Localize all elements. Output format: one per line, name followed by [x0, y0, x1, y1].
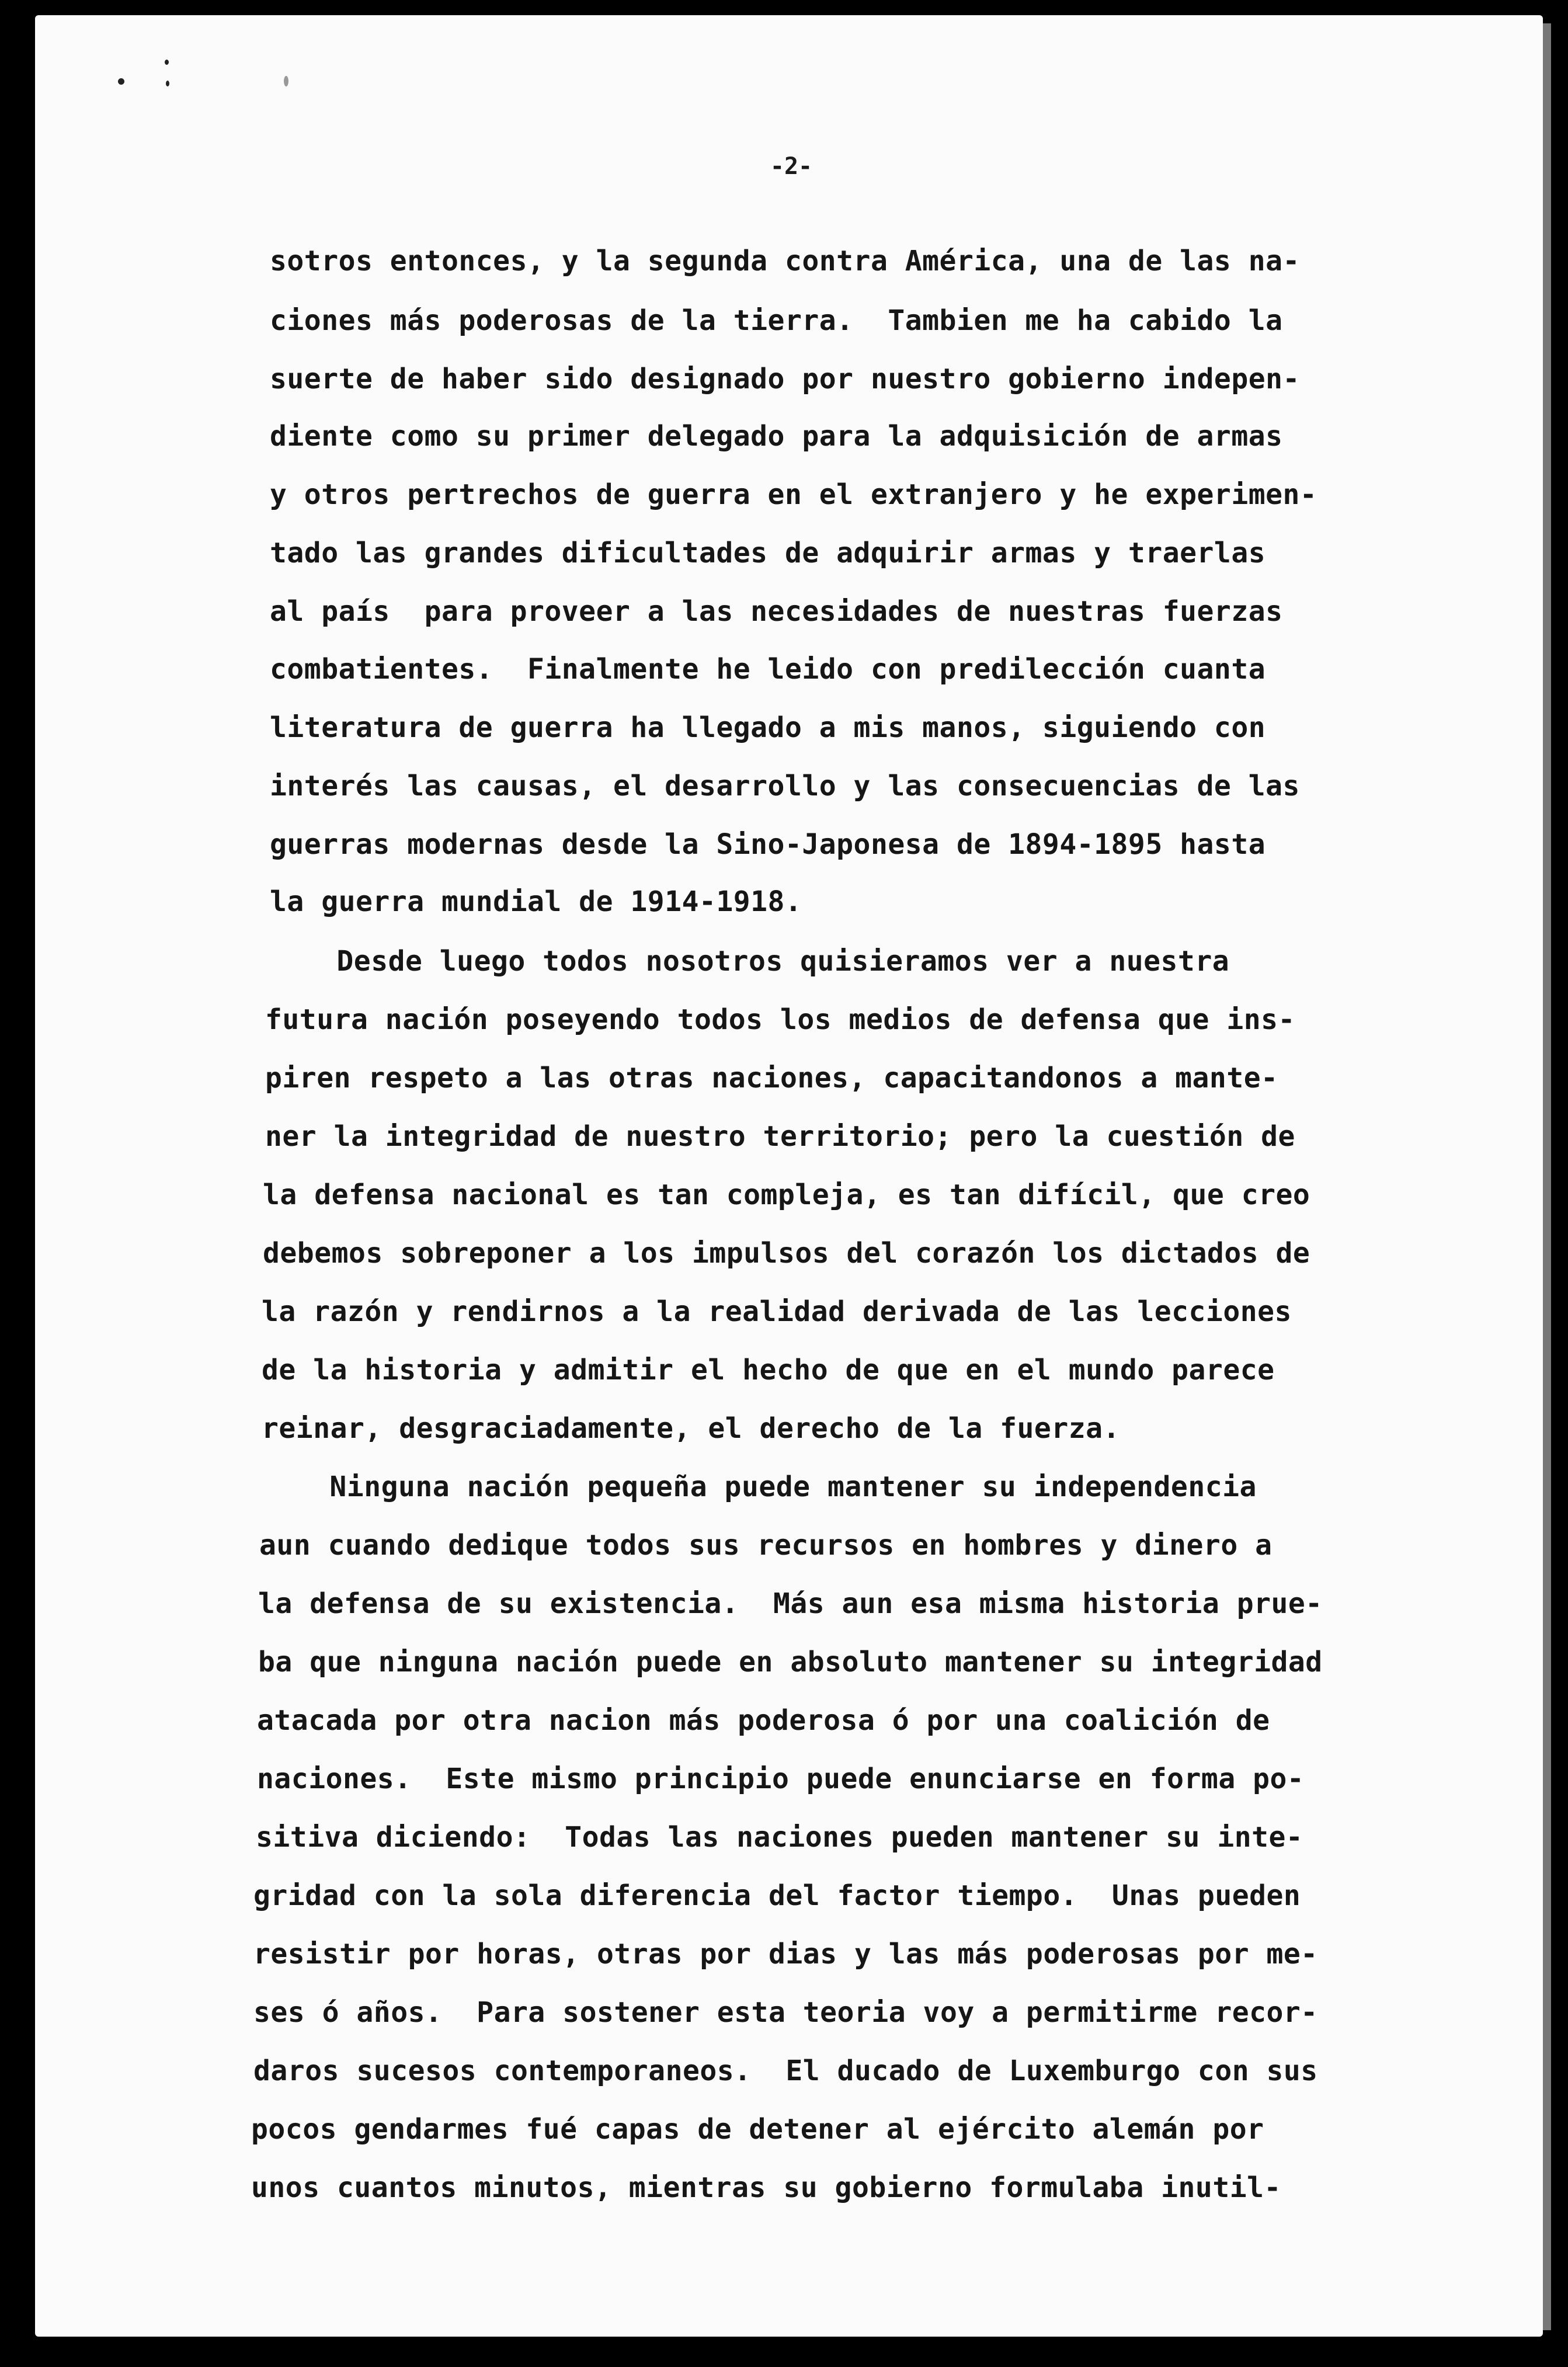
- text-line: la guerra mundial de 1914-1918.: [270, 885, 802, 918]
- text-line: gridad con la sola diferencia del factor tiempo. Unas pueden: [253, 1879, 1301, 1912]
- text-line: interés las causas, el desarrollo y las consecuencias de las: [270, 770, 1300, 802]
- page-edge-shadow: [1543, 23, 1551, 2330]
- text-line: guerras modernas desde la Sino-Japonesa de 1894-1895 hasta: [270, 828, 1266, 861]
- text-line: daros sucesos contemporaneos. El ducado de Luxemburgo con sus: [253, 2055, 1318, 2087]
- text-line: reinar, desgraciadamente, el derecho de la fuerza.: [262, 1412, 1120, 1445]
- text-line: de la historia y admitir el hecho de que en el mundo parece: [262, 1354, 1275, 1386]
- text-line: ciones más poderosas de la tierra. Tambien me ha cabido la: [270, 304, 1283, 337]
- scan-speck: [166, 81, 169, 86]
- scan-speck: [118, 78, 124, 85]
- text-line: aun cuando dedique todos sus recursos en hombres y dinero a: [259, 1529, 1273, 1562]
- text-line: suerte de haber sido designado por nuestro gobierno indepen-: [270, 363, 1300, 395]
- text-line: sitiva diciendo: Todas las naciones pueden mantener su inte-: [256, 1821, 1303, 1854]
- text-line: debemos sobreponer a los impulsos del corazón los dictados de: [263, 1237, 1310, 1270]
- text-line: resistir por horas, otras por dias y las más poderosas por me-: [253, 1938, 1318, 1970]
- text-line: ses ó años. Para sostener esta teoria voy a permitirme recor-: [253, 1996, 1318, 2029]
- page-number: -2-: [770, 153, 813, 180]
- text-line: combatientes. Finalmente he leido con predilección cuanta: [270, 653, 1266, 686]
- scan-speck: [165, 60, 169, 65]
- text-line: Desde luego todos nosotros quisieramos ver a nuestra: [234, 945, 1230, 978]
- text-line: literatura de guerra ha llegado a mis manos, siguiendo con: [270, 711, 1266, 744]
- text-line: la defensa de su existencia. Más aun esa misma historia prue-: [258, 1587, 1323, 1620]
- text-line: tado las grandes dificultades de adquirir armas y traerlas: [270, 537, 1266, 569]
- scan-speck: [284, 76, 288, 86]
- text-line: y otros pertrechos de guerra en el extranjero y he experimen-: [270, 478, 1317, 511]
- text-line: naciones. Este mismo principio puede enunciarse en forma po-: [257, 1763, 1305, 1795]
- text-line: la defensa nacional es tan compleja, es tan difícil, que creo: [263, 1179, 1310, 1211]
- text-line: sotros entonces, y la segunda contra América, una de las na-: [270, 245, 1300, 277]
- text-line: al país para proveer a las necesidades de nuestras fuerzas: [270, 595, 1283, 628]
- text-line: unos cuantos minutos, mientras su gobierno formulaba inutil-: [251, 2171, 1281, 2204]
- text-line: la razón y rendirnos a la realidad derivada de las lecciones: [262, 1295, 1292, 1328]
- text-line: diente como su primer delegado para la adquisición de armas: [270, 420, 1283, 453]
- text-line: atacada por otra nacion más poderosa ó por una coalición de: [257, 1704, 1270, 1737]
- text-line: ba que ninguna nación puede en absoluto mantener su integridad: [258, 1646, 1323, 1678]
- text-line: Ninguna nación pequeña puede mantener su independencia: [227, 1471, 1257, 1503]
- text-line: ner la integridad de nuestro territorio; pero la cuestión de: [265, 1120, 1295, 1153]
- text-line: futura nación poseyendo todos los medios de defensa que ins-: [265, 1003, 1295, 1036]
- text-line: piren respeto a las otras naciones, capacitandonos a mante-: [265, 1062, 1278, 1094]
- text-line: pocos gendarmes fué capas de detener al ejército alemán por: [251, 2113, 1264, 2146]
